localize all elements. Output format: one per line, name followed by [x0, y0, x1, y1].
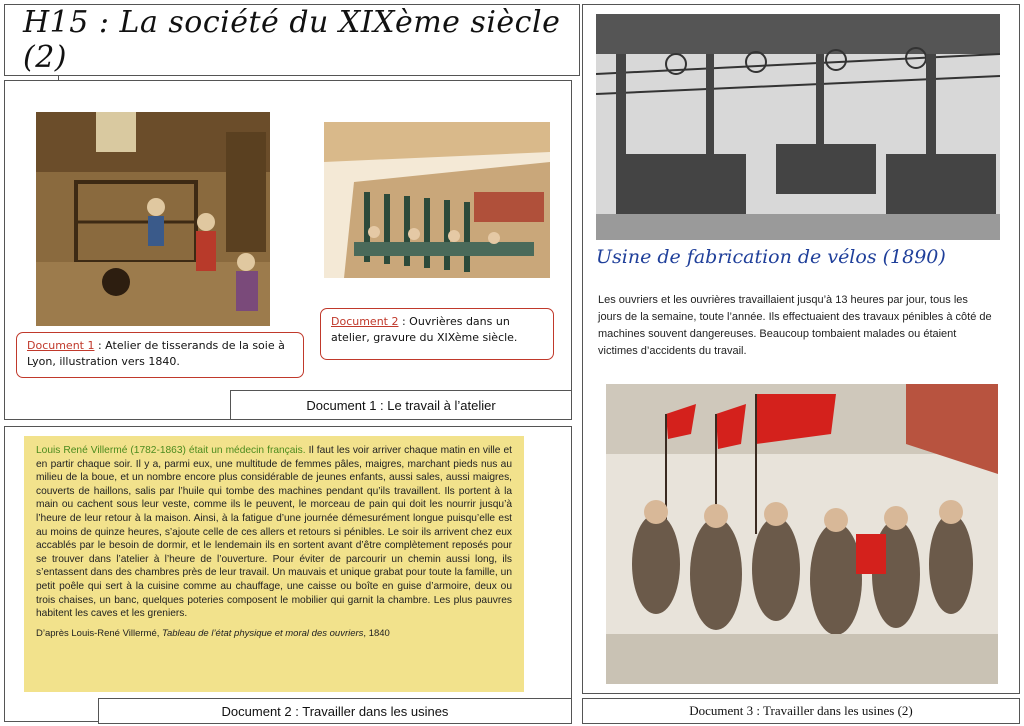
panel-3-label — [582, 698, 1020, 724]
source-year: , 1840 — [363, 627, 390, 639]
villerme-lead: Louis René Villermé (1782-1863) était un médecin français. — [36, 445, 306, 456]
panel-2-label-text: Document 2 : Travailler dans les usines — [221, 703, 449, 719]
villerme-body: Il faut les voir arriver chaque matin en ville et en partir chaque soir. Il y a, parmi eux, une multitude de femmes pâles, maigres, marchant pieds nus au milieu de la boue, et un nombre encore plus considérable de jeunes enfants, aussi sales, aussi maigres, couverts de haillons, salis par l’huile qui tombe des machines pendant qu’ils travaillent. Ils portent à la main ou cachent sous leur veste, comme ils le peuvent, le morceau de pain qui doit les nourrir jusqu’à l’heure de leur retour à la maison. Ainsi, à la fatigue d’une journée démesurément longue puisqu’elle est au moins de quinze heures, s’ajoute celle de ces allers et retours si pénibles. Le soir ils arrivent chez eux accablés par le besoin de dormir, et le lendemain ils en sortent avant d’être complètement reposés pour se trouver dans l’atelier à l’heure de l’ouverture. Pour éviter de parcourir un chemin aussi long, ils s’entassent dans des chambres près de leur travail. Un mauvais et unique grabat pour toute la famille, un petit poêle qui sert à la cuisine comme au chauffage, une caisse ou boîte en guise d’armoire, deux ou trois chaises, un banc, quelques poteries composent le mobilier qui garnit la chambre. Les plus pauvres habitent les caves et les greniers. — [36, 445, 512, 620]
caption-document-2-ref: Document 2 — [331, 315, 399, 328]
page-title: H15 : La société du XIXème siècle (2) — [23, 5, 561, 75]
handwritten-caption: Usine de fabrication de vélos (1890) — [596, 246, 946, 268]
caption-document-2-text: : Ouvrières dans un atelier, gravure du XIXème siècle. — [331, 315, 518, 344]
title-box — [4, 4, 580, 76]
caption-document-1 — [16, 332, 304, 378]
panel-3-paragraph: Les ouvriers et les ouvrières travaillaient jusqu’à 13 heures par jour, tous les jours de la semaine, toute l’année. Ils effectuaient des travaux pénibles à côté de machines souvent dangereuses. Beaucoup tombaient malades ou étaient victimes d’accidents du travail. — [598, 294, 992, 357]
women-workshop-engraving — [324, 122, 550, 278]
caption-document-2 — [320, 308, 554, 360]
panel-1-label — [230, 390, 572, 420]
strike-march-illustration — [606, 384, 998, 684]
panel-3-label-text: Document 3 : Travailler dans les usines (2) — [689, 703, 913, 718]
caption-document-1-ref: Document 1 — [27, 339, 95, 352]
weavers-workshop-illustration — [36, 112, 270, 326]
villerme-text — [24, 436, 524, 692]
source-title: Tableau de l’état physique et moral des ouvriers — [162, 627, 364, 639]
caption-document-1-text: : Atelier de tisserands de la soie à Lyon, illustration vers 1840. — [27, 339, 285, 368]
villerme-source — [36, 627, 512, 641]
bicycle-factory-engraving — [596, 14, 1000, 240]
source-prefix: D’après Louis-René Villermé, — [36, 627, 163, 639]
panel-2-label — [98, 698, 572, 724]
panel-1-label-text: Document 1 : Le travail à l’atelier — [306, 397, 496, 413]
